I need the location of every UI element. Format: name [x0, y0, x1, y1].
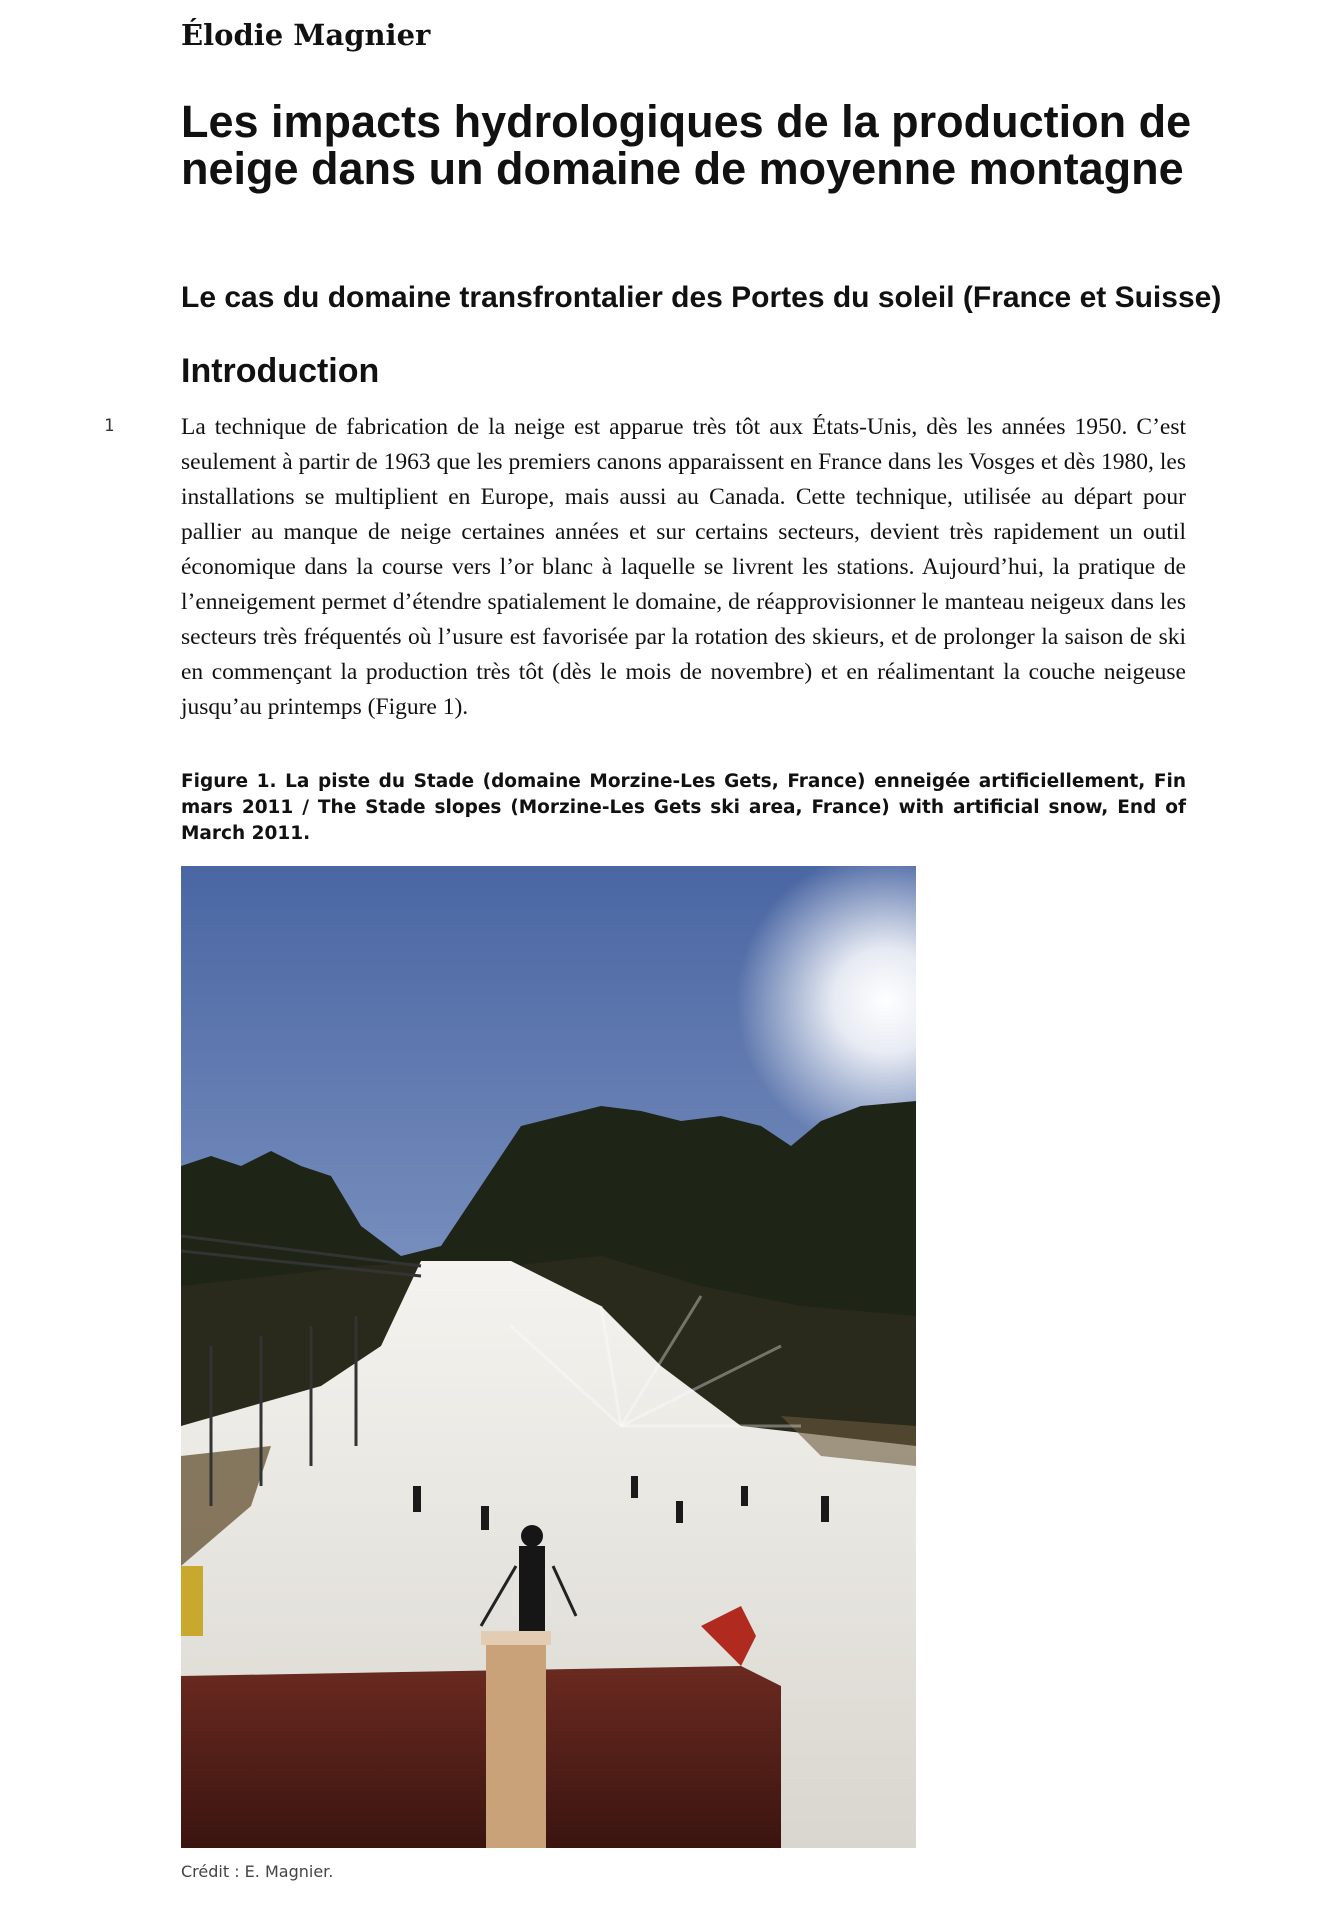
hut-roof — [181, 1666, 781, 1848]
article-subtitle: Le cas du domaine transfrontalier des Portes du soleil (France et Suisse) — [181, 281, 1222, 314]
figure-credit: Crédit : E. Magnier. — [181, 1862, 334, 1881]
figure-caption: Figure 1. La piste du Stade (domaine Morzine-Les Gets, France) enneigée artificiellement, Fin mars 2011 / The Stade slopes (Morzine-Les Gets ski area, France) with artificial snow, End of March 2011. — [181, 771, 1186, 844]
section-heading: Introduction — [181, 352, 380, 390]
article-title: Les impacts hydrologiques de la production de neige dans un domaine de moyenne montagne — [181, 96, 1192, 194]
paragraph-number: 1 — [104, 416, 115, 436]
author-name: Élodie Magnier — [181, 18, 431, 52]
wooden-post — [486, 1641, 546, 1848]
ski-slope-photo — [181, 866, 916, 1848]
wooden-post-cap — [481, 1631, 551, 1645]
figure-photo — [181, 866, 916, 1848]
person-left-edge — [181, 1566, 203, 1636]
body-paragraph: La technique de fabrication de la neige est apparue très tôt aux États-Unis, dès les années 1950. C’est seulement à partir de 1963 que les premiers canons apparaissent en France dans les Vosges et dès 1980, les installations se multiplient en Europe, mais aussi au Canada. Cette technique, utilisée au départ pour pallier au manque de neige certaines années et sur certains secteurs, devient très rapidement un outil économique dans la course vers l’or blanc à laquelle se livrent les stations. Aujourd’hui, la pratique de l’enneigement permet d’étendre spatialement le domaine, de réapprovisionner le manteau neigeux dans les secteurs très fréquentés où l’usure est favorisée par la rotation des skieurs, et de prolonger la saison de ski en commençant la production très tôt (dès le mois de novembre) et en réalimentant la couche neigeuse jusqu’au printemps (Figure 1). — [181, 414, 1186, 720]
